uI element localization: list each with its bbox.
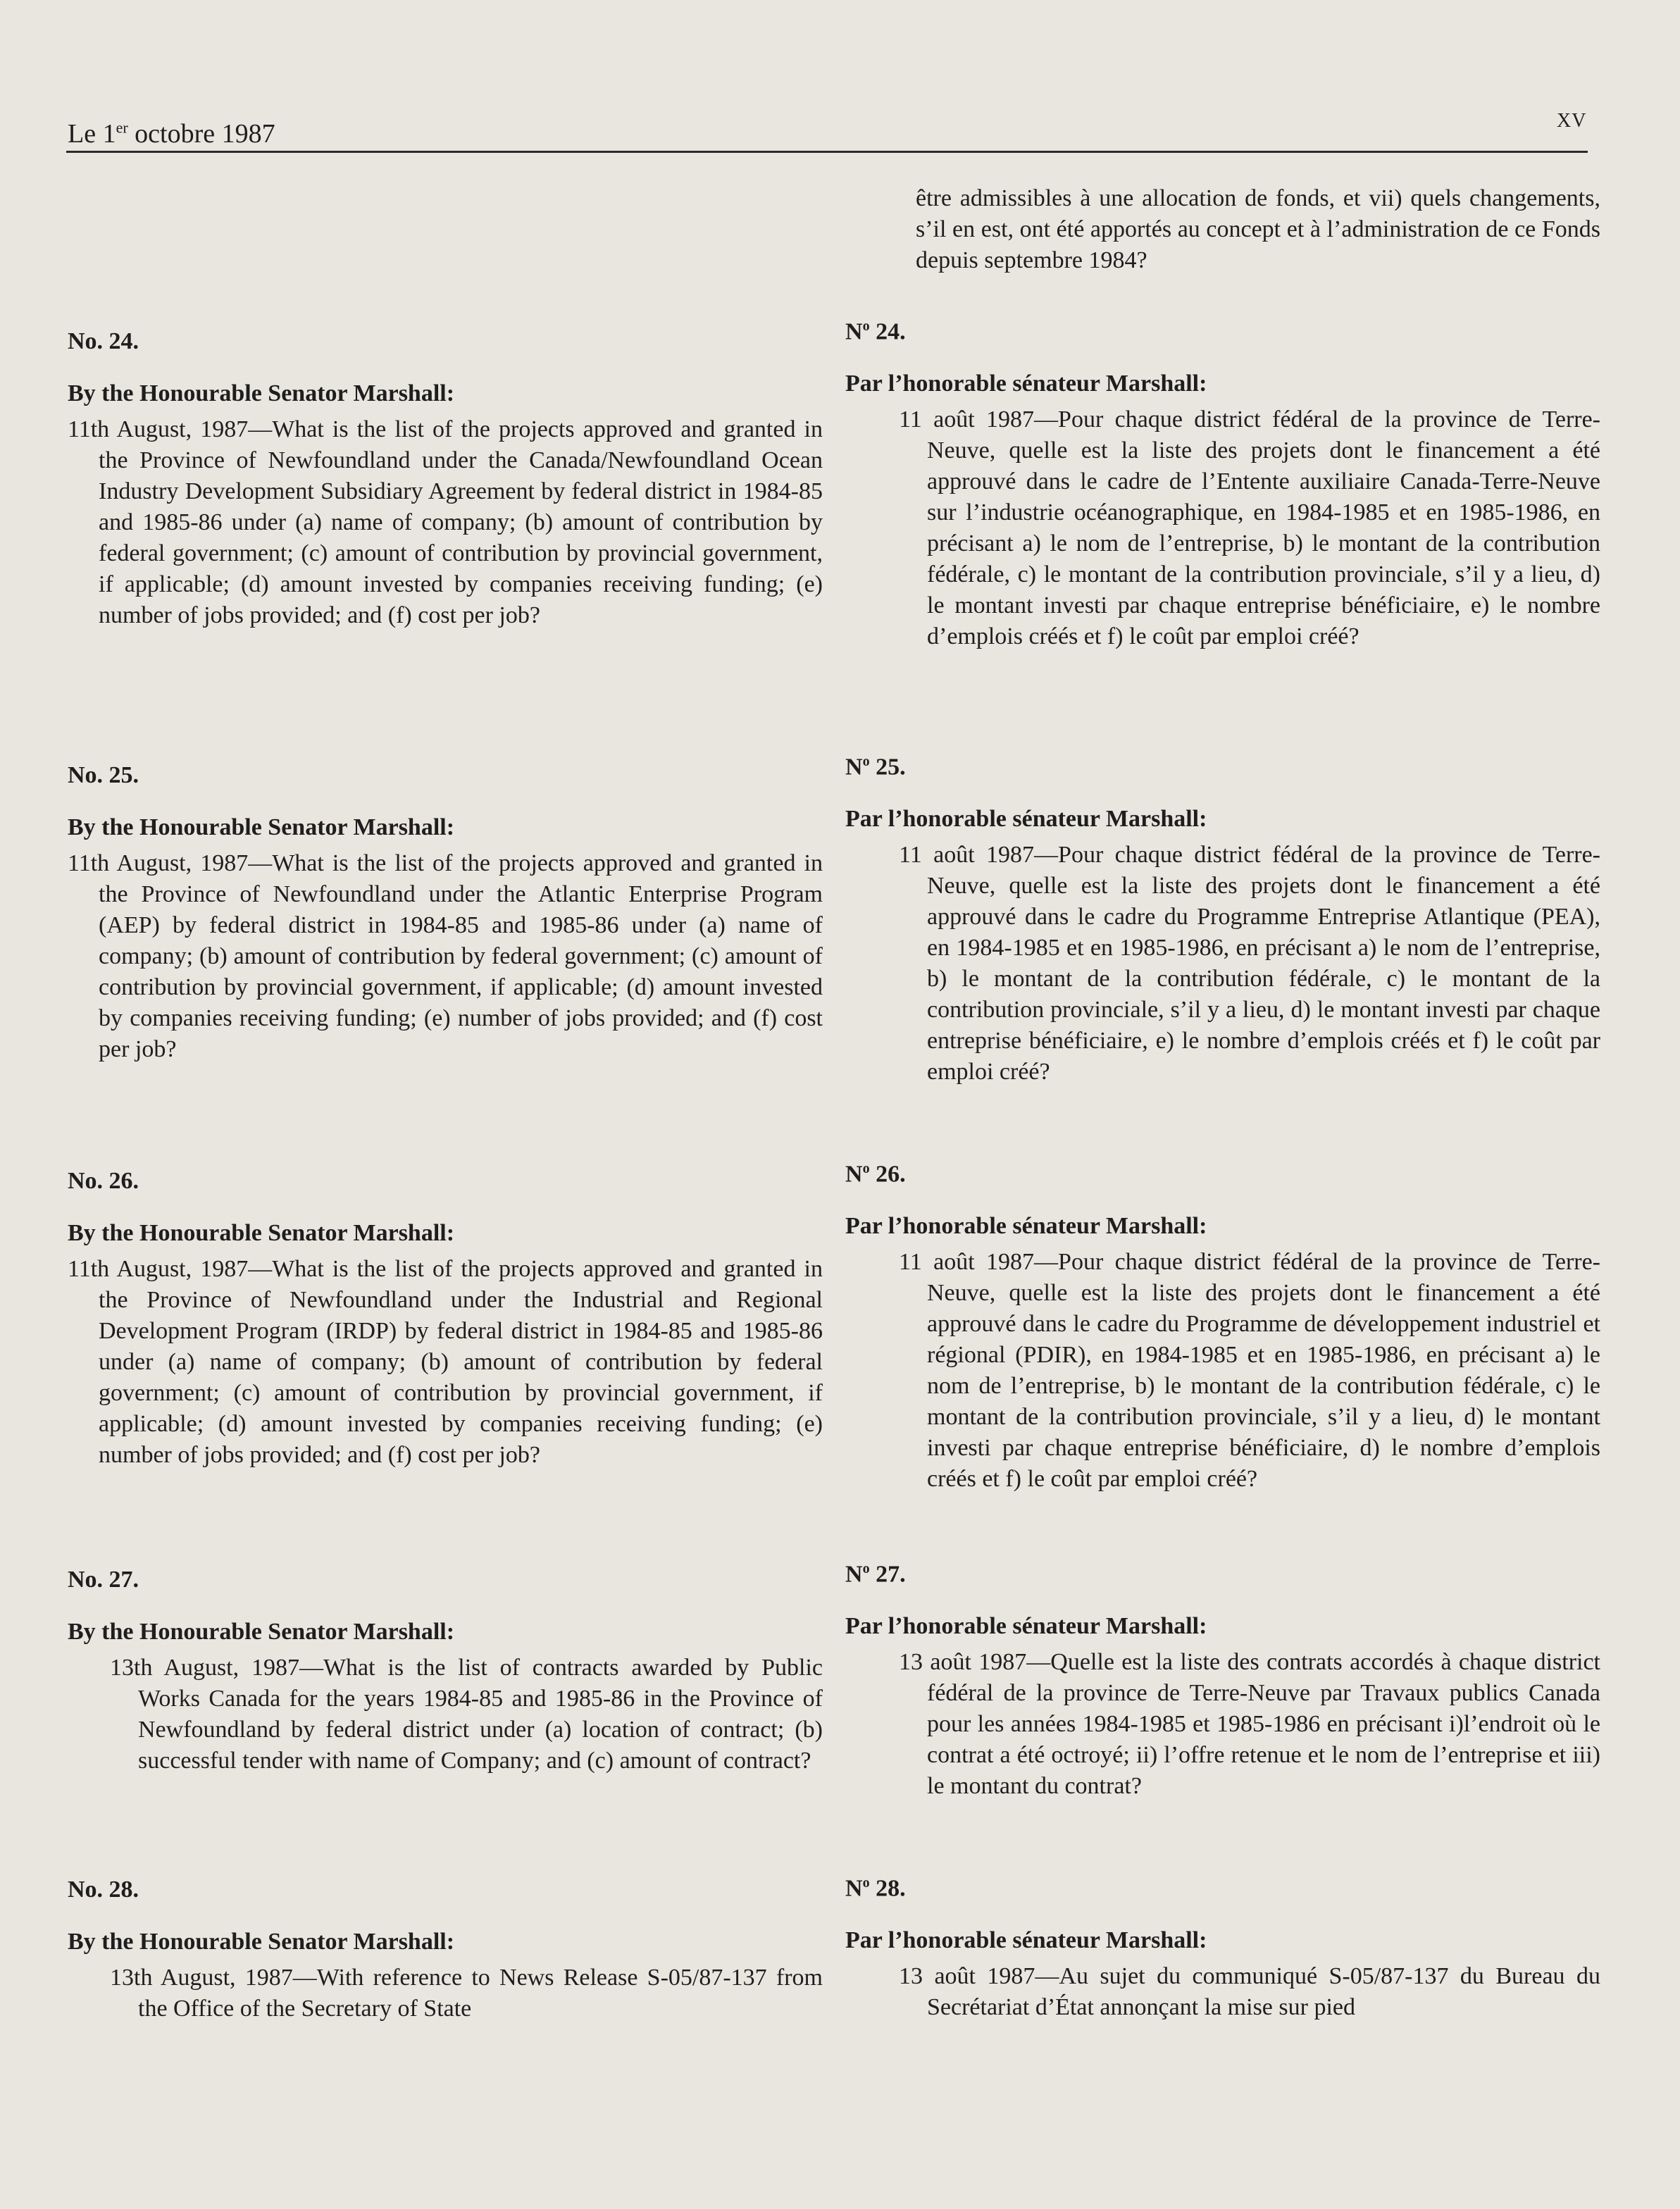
- question-text: 13 août 1987—Au sujet du communiqué S-05/87-137 du Bureau du Secrétariat d’État annonçant la mise sur pied: [899, 1963, 1600, 2021]
- question-text: 13th August, 1987—What is the list of contracts awarded by Public Works Canada for the years 1984-85 and 1985-86 in the Province of Newfoundland by federal district under (a) location of contract; (b) successful tender with name of Company; and (c) amount of contract?: [110, 1655, 823, 1774]
- question-author: By the Honourable Senator Marshall:: [68, 1929, 455, 1955]
- continuation-text: être admissibles à une allocation de fonds, et vii) quels changements, s’il en est, ont été apportés au concept et à l’administration de ce Fonds depuis septembre 1984?: [916, 185, 1600, 273]
- question-27-fr: [845, 1561, 1606, 1802]
- question-author: By the Honourable Senator Marshall:: [68, 1619, 455, 1645]
- question-author: Par l’honorable sénateur Marshall:: [845, 371, 1207, 397]
- question-number: No. 28.: [68, 1877, 139, 1903]
- question-author: Par l’honorable sénateur Marshall:: [845, 1613, 1207, 1640]
- question-number: No. 25.: [68, 762, 139, 788]
- question-24-fr: [845, 318, 1606, 652]
- question-text: 11 août 1987—Pour chaque district fédéral de la province de Terre- Neuve, quelle est la liste des projets dont le financement a été approuvé dans le cadre du Programme Entreprise Atlantique (PEA), en 1984-1985 et en 1985-1986, en précisant a) le nom de l’entreprise, b) le montant de la contribution fédérale, c) le montant de la contribution provinciale, s’il y a lieu, d) le montant investi par chaque entreprise bénéficiaire, e) le nombre d’emplois créés et f) le coût par emploi créé?: [899, 842, 1600, 1085]
- question-text: 11 août 1987—Pour chaque district fédéral de la province de Terre- Neuve, quelle est la liste des projets dont le financement a été approuvé dans le cadre de l’Entente auxiliaire Canada-Terre-Neuve sur l’industrie océanographique, en 1984-1985 et en 1985-1986, en précisant a) le nom de l’entreprise, b) le montant de la contribution fédérale, c) le montant de la contribution provinciale, s’il y a lieu, d) le montant investi par chaque entreprise bénéficiaire, e) le nombre d’emplois créés et f) le coût par emploi créé?: [899, 406, 1600, 650]
- question-24-en: [68, 328, 828, 631]
- question-text: 13th August, 1987—With reference to News Release S-05/87-137 from the Office of the Secretary of State: [110, 1965, 823, 2022]
- question-author: By the Honourable Senator Marshall:: [68, 814, 455, 840]
- question-author: Par l’honorable sénateur Marshall:: [845, 1927, 1207, 1954]
- question-text: 13 août 1987—Quelle est la liste des contrats accordés à chaque district fédéral de la province de Terre-Neuve par Travaux publics Canada pour les années 1984-1985 et 1985-1986 en précisant i)l’endroit où le contrat a été octroyé; ii) l’offre retenue et le nom de l’entreprise et iii) le montant du contrat?: [899, 1649, 1600, 1800]
- header-rule: [66, 151, 1588, 153]
- question-28-en: [68, 1877, 828, 2024]
- question-number: $N^o$ 27.: [845, 1561, 906, 1588]
- continuation-paragraph: [845, 183, 1606, 276]
- question-number: $N^o$ 24.: [845, 318, 906, 345]
- question-25-fr: [845, 754, 1606, 1088]
- page-date: Le 1er octobre 1987: [68, 118, 275, 149]
- question-26-en: [68, 1168, 828, 1471]
- question-author: By the Honourable Senator Marshall:: [68, 1220, 455, 1246]
- question-number: No. 24.: [68, 328, 139, 354]
- question-25-en: [68, 762, 828, 1065]
- question-number: $N^o$ 25.: [845, 754, 906, 780]
- question-text: 11 août 1987—Pour chaque district fédéral de la province de Terre- Neuve, quelle est la liste des projets dont le financement a été approuvé dans le cadre du Programme de développement industriel et régional (PDIR), en 1984-1985 et en 1985-1986, en précisant a) le nom de l’entreprise, b) le montant de la contribution fédérale, c) le montant de la contribution provinciale, s’il y a lieu, d) le montant investi par chaque entreprise bénéficiaire, d) le nombre d’emplois créés et f) le coût par emploi créé?: [899, 1249, 1600, 1493]
- question-number: No. 27.: [68, 1567, 139, 1593]
- question-text: 11th August, 1987—What is the list of the projects approved and granted in the Province of Newfoundland under the Industrial and Regional Development Program (IRDP) by federal district in 1984-85 and 1985-86 under (a) name of company; (b) amount of contribution by federal government; (c) amount of contribution by provincial government, if applicable; (d) amount invested by companies receiving funding; (e) number of jobs provided; and (f) cost per job?: [68, 1256, 823, 1468]
- question-author: Par l’honorable sénateur Marshall:: [845, 806, 1207, 833]
- question-text: 11th August, 1987—What is the list of the projects approved and granted in the Province of Newfoundland under the Atlantic Enterprise Program (AEP) by federal district in 1984-85 and 1985-86 under (a) name of company; (b) amount of contribution by federal government; (c) amount of contribution by provincial government, if applicable; (d) amount invested by companies receiving funding; (e) number of jobs provided; and (f) cost per job?: [68, 850, 823, 1062]
- question-27-en: [68, 1567, 828, 1776]
- question-28-fr: [845, 1875, 1606, 2023]
- question-author: Par l’honorable sénateur Marshall:: [845, 1213, 1207, 1240]
- question-number: $N^o$ 26.: [845, 1161, 906, 1188]
- question-number: $N^o$ 28.: [845, 1875, 906, 1902]
- page-number: XV: [1557, 110, 1587, 132]
- question-text: 11th August, 1987—What is the list of the projects approved and granted in the Province of Newfoundland under the Canada/Newfoundland Ocean Industry Development Subsidiary Agreement by federal district in 1984-85 and 1985-86 under (a) name of company; (b) amount of contribution by federal government; (c) amount of contribution by provincial government, if applicable; (d) amount invested by companies receiving funding; (e) number of jobs provided; and (f) cost per job?: [68, 416, 823, 628]
- question-author: By the Honourable Senator Marshall:: [68, 380, 455, 406]
- question-number: No. 26.: [68, 1168, 139, 1194]
- question-26-fr: [845, 1161, 1606, 1495]
